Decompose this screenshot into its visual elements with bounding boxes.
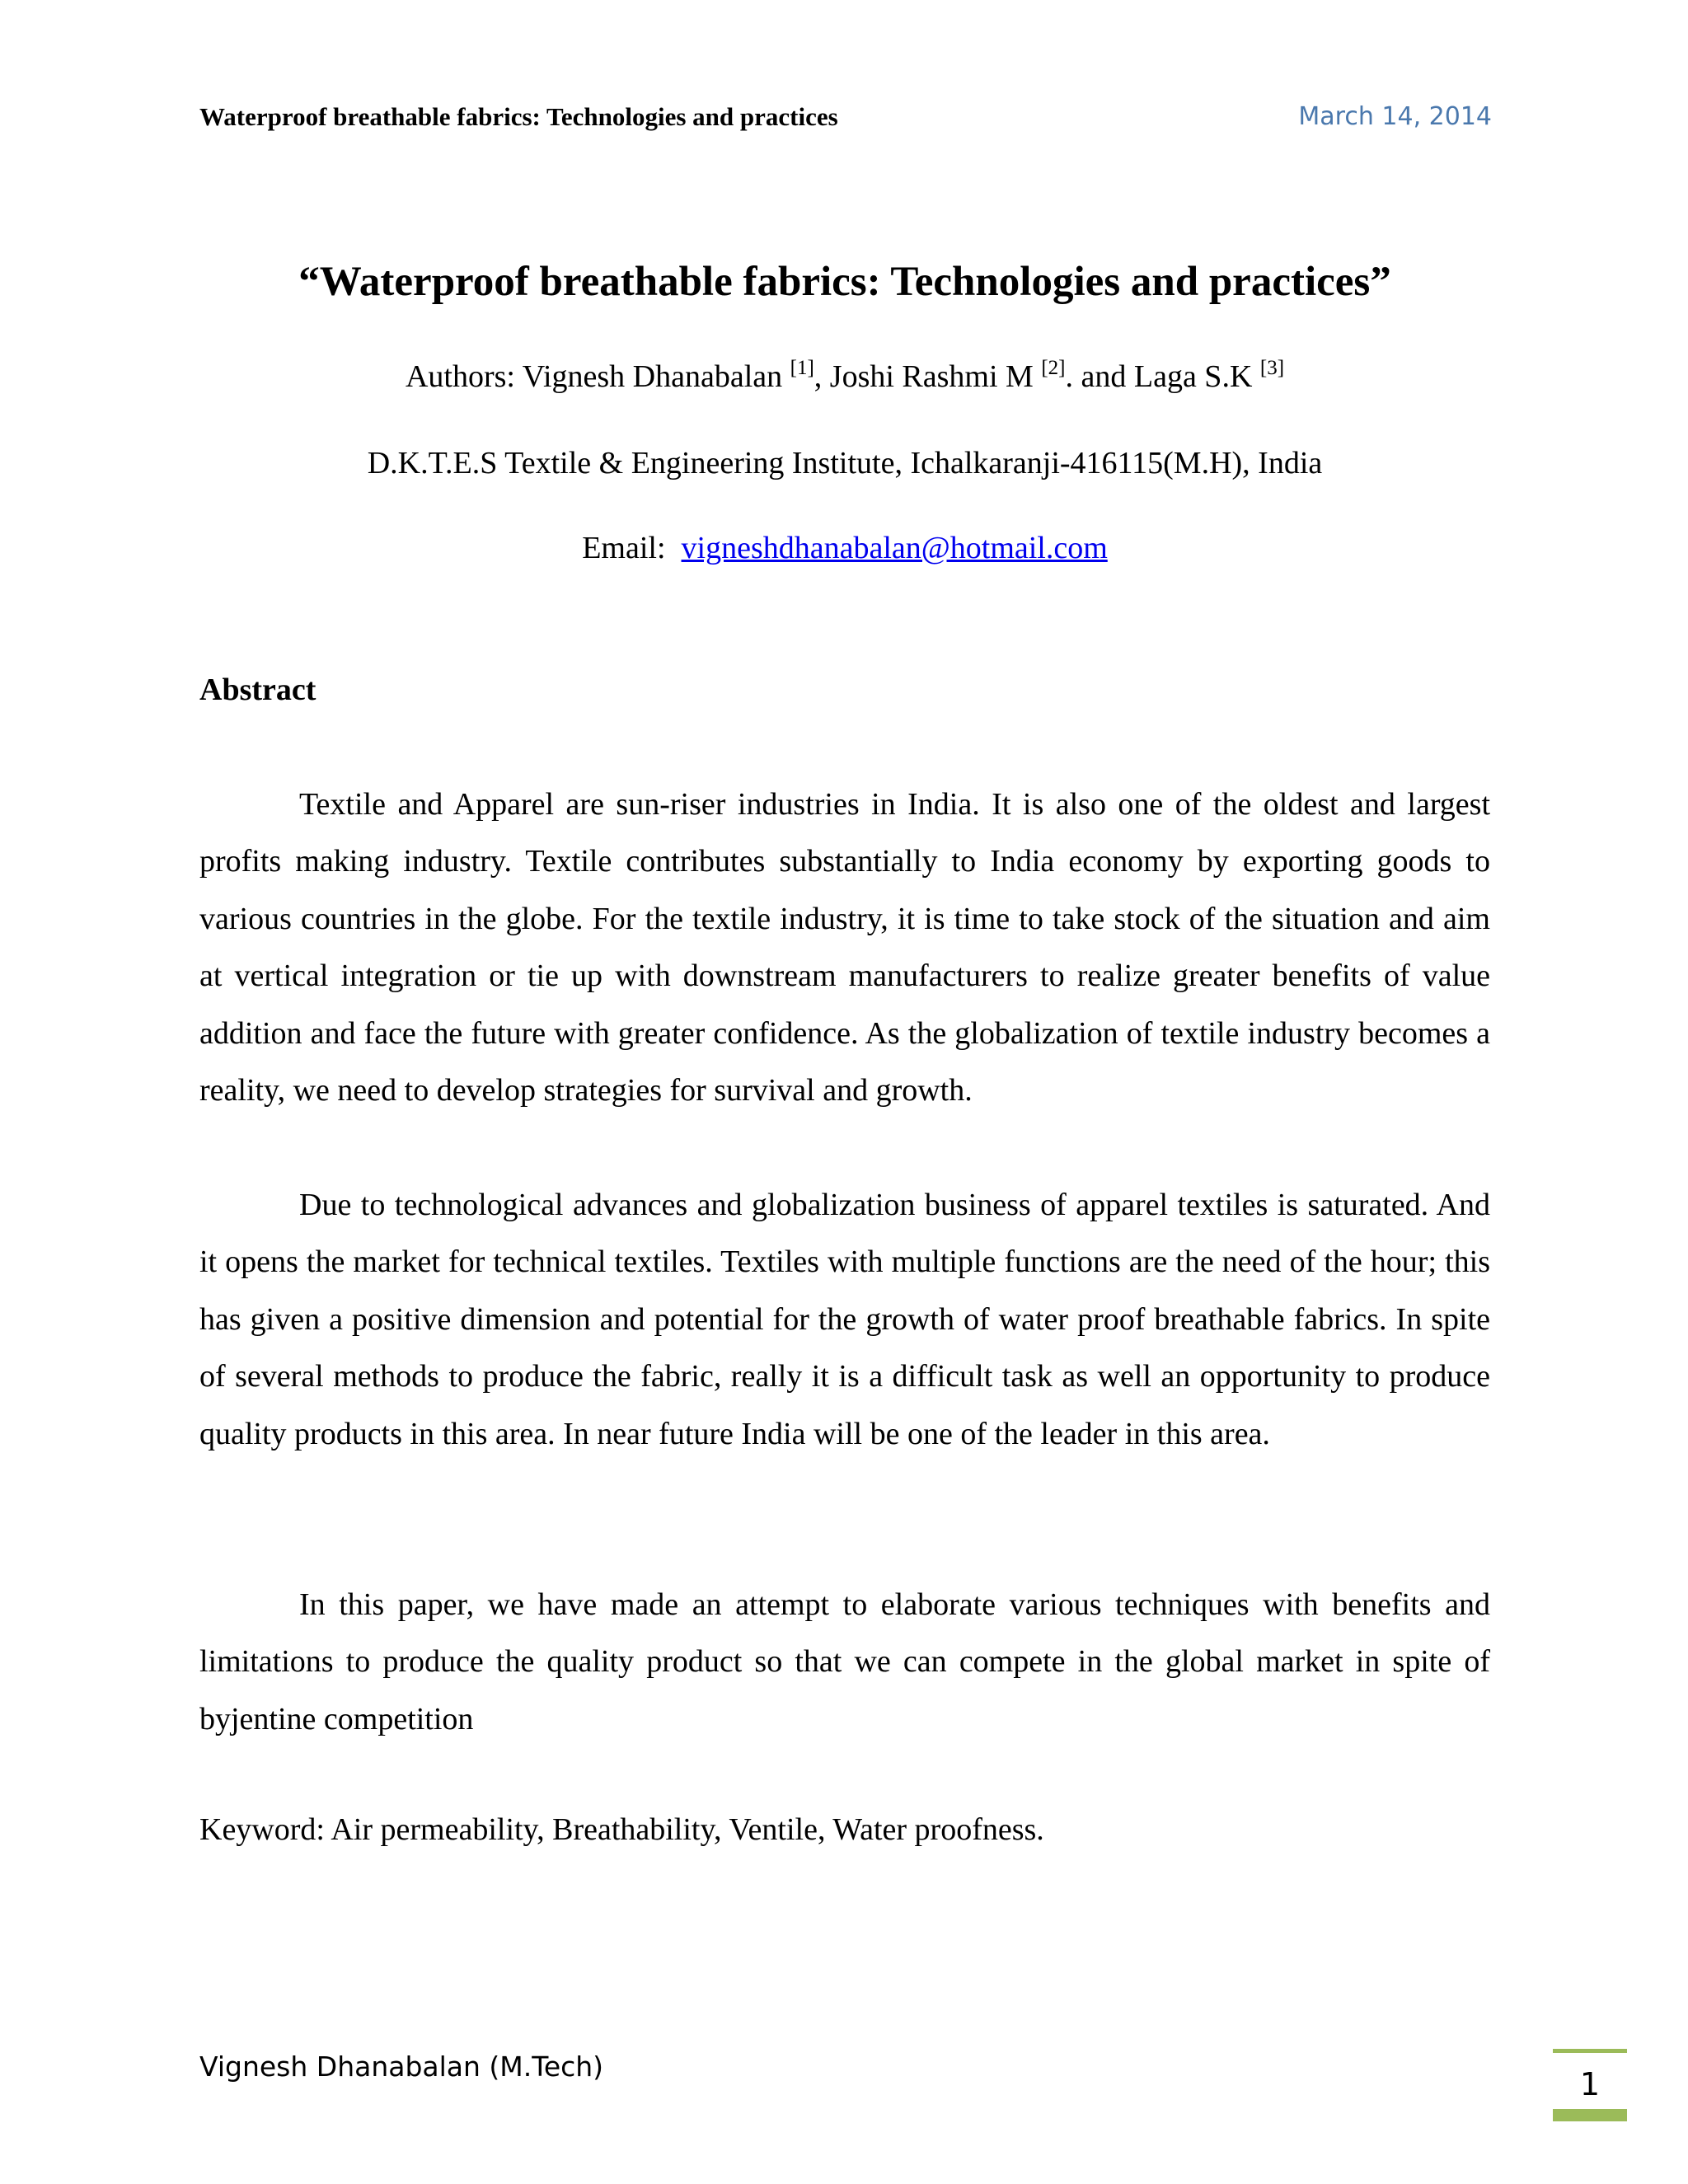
author-separator-1: , bbox=[814, 359, 830, 394]
email-line bbox=[199, 527, 1490, 569]
running-header-date: March 14, 2014 bbox=[1298, 102, 1492, 131]
running-header bbox=[199, 99, 1492, 135]
authors-line bbox=[199, 356, 1490, 397]
page-number-rule-bottom bbox=[1553, 2109, 1627, 2121]
author-separator-2: . and bbox=[1065, 359, 1134, 394]
page-number: 1 bbox=[1579, 2066, 1601, 2102]
running-header-title: Waterproof breathable fabrics: Technologies and practices bbox=[199, 102, 838, 131]
abstract-paragraph-3: In this paper, we have made an attempt to elaborate various techniques with benefits and limitations to produce the quality product so that we can compete in the global market in spite of byjentine competition bbox=[199, 1587, 1490, 1736]
email-link[interactable]: vigneshdhanabalan@hotmail.com bbox=[681, 531, 1108, 565]
author-ref-2: [2] bbox=[1041, 357, 1066, 379]
author-name-3: Laga S.K bbox=[1133, 359, 1260, 394]
footer-author: Vignesh Dhanabalan (M.Tech) bbox=[199, 2050, 604, 2083]
paper-title: “Waterproof breathable fabrics: Technologies and practices” bbox=[298, 259, 1391, 305]
page-number-box bbox=[1553, 2049, 1627, 2121]
authors-prefix: Authors: bbox=[405, 359, 523, 394]
abstract-paragraph-2: Due to technological advances and globalization business of apparel textiles is saturated. And it opens the market for technical textiles. Textiles with multiple functions are the need of the hour; this has given a positive dimension and potential for the growth of water proof breathable fabrics. In spite of several methods to produce the fabric, really it is a difficult task as well an opportunity to produce quality products in this area. In near future India will be one of the leader in this area. bbox=[199, 1188, 1490, 1451]
affiliation-line: D.K.T.E.S Textile & Engineering Institute, Ichalkaranji-416115(M.H), India bbox=[367, 446, 1323, 480]
abstract-paragraph-1: Textile and Apparel are sun-riser industries in India. It is also one of the oldest and largest profits making industry. Textile contributes substantially to India economy by exporting goods to various countries in the globe. For the textile industry, it is time to take stock of the situation and aim at vertical integration or tie up with downstream manufacturers to realize greater benefits of value addition and face the future with greater confidence. As the globalization of textile industry becomes a reality, we need to develop strategies for survival and growth. bbox=[199, 787, 1490, 1108]
author-ref-1: [1] bbox=[790, 357, 814, 379]
author-name-1: Vignesh Dhanabalan bbox=[522, 359, 790, 394]
author-ref-3: [3] bbox=[1259, 357, 1285, 379]
page-number-rule-top bbox=[1553, 2049, 1627, 2053]
author-name-2: Joshi Rashmi M bbox=[829, 359, 1042, 394]
keywords-line: Keyword: Air permeability, Breathability, Ventile, Water proofness. bbox=[199, 1812, 1044, 1847]
email-label: Email: bbox=[582, 531, 666, 565]
abstract-heading: Abstract bbox=[199, 673, 316, 707]
